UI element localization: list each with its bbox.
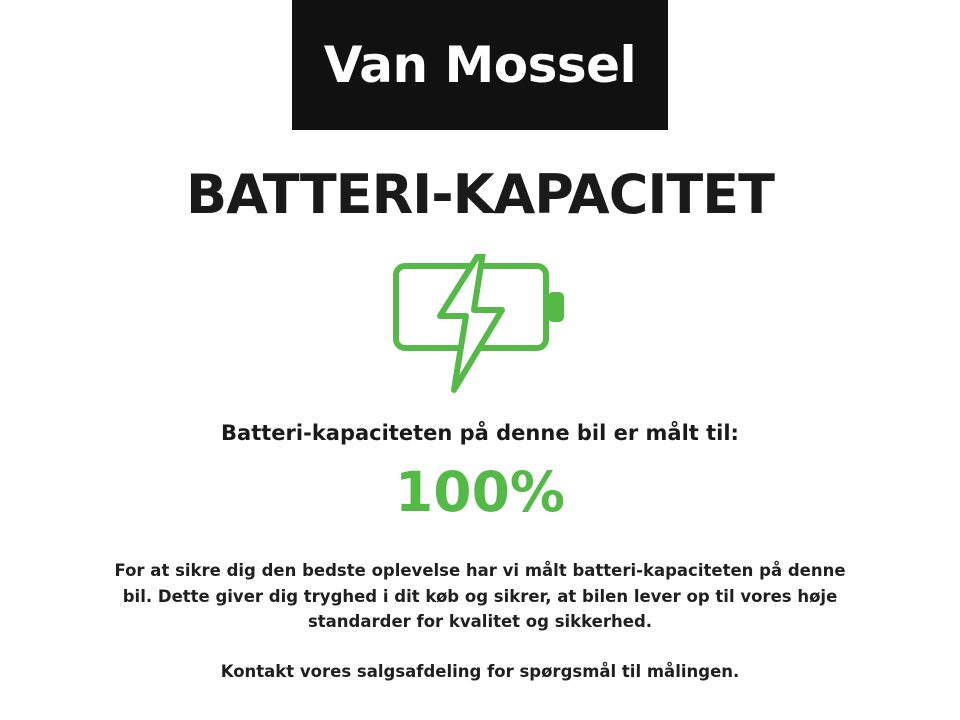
- brand-logo-block: [292, 0, 668, 130]
- page-title: BATTERI-KAPACITET: [186, 163, 774, 226]
- battery-charging-icon: [380, 254, 580, 399]
- body-paragraph-2: Kontakt vores salgsafdeling for spørgsmål til målingen.: [220, 661, 740, 681]
- body-paragraph-1: For at sikre dig den bedste oplevelse har vi målt batteri-kapaciteten på denne bil. Dette giver dig tryghed i dit køb og sikrer, at bilen lever op til vores høje standarder for kvalitet og sikkerhed.: [114, 561, 846, 632]
- body-copy: [110, 558, 850, 684]
- brand-name: Van Mossel: [323, 36, 637, 94]
- measured-label: Batteri-kapaciteten på denne bil er målt til:: [221, 421, 739, 445]
- capacity-percentage: 100%: [395, 460, 565, 524]
